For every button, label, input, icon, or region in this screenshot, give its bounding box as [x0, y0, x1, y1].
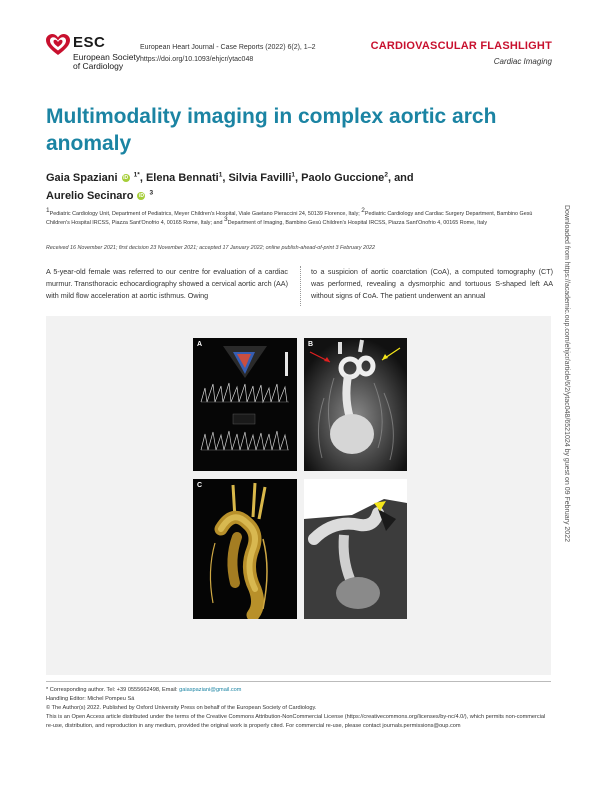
figure-panel-c [193, 479, 297, 619]
download-watermark: Downloaded from https://academic.oup.com/ehjcr/article/6/2/ytac048/6521024 by guest on 09 February 2022 [563, 205, 570, 542]
author-name: Aurelio Secinaro [46, 190, 134, 202]
doi-link[interactable]: https://doi.org/10.1093/ehjcr/ytac048 [140, 56, 254, 63]
ct-angiography-image [304, 338, 407, 471]
body-text-right: to a suspicion of aortic coarctation (CoA), a computed tomography (CT) was performed, revealing a dysmorphic and tortuous S-shaped left AA without signs of CoA. The patient underwent an annual [311, 267, 553, 300]
author-and: and [394, 172, 414, 184]
journal-citation: European Heart Journal - Case Reports (2022) 6(2), 1–2 [140, 44, 316, 51]
affiliation-1: Pediatric Cardiology Unit, Department of Pediatrics, Meyer Children's Hospital, Viale Gaetano Pieraccini 24, 50139 Florence, Italy; [49, 211, 360, 217]
esc-name-line1: European Society [73, 52, 141, 62]
copyright-line: © The Author(s) 2022. Published by Oxford University Press on behalf of the European Society of Cardiology. [46, 705, 317, 711]
author-superscript: 3 [149, 189, 154, 197]
author-superscript: 1* [133, 171, 140, 179]
author-name: Paolo Guccione [301, 172, 385, 184]
esc-heart-icon [46, 34, 70, 56]
article-title: Multimodality imaging in complex aortic arch anomaly [46, 105, 497, 155]
3d-reconstruction-image [193, 479, 297, 619]
email-link[interactable]: gaiaspaziani@gmail.com [179, 687, 242, 693]
orcid-icon[interactable]: iD [138, 193, 144, 200]
esc-name-line2: of Cardiology [73, 61, 124, 71]
affiliation-2: Pediatric Cardiology and Cardiac Surgery Department, Bambino Gesù Children's Hospital IRCSS, Piazza Sant'Onofrio 4, 00165 Rome, Italy; and [46, 211, 533, 226]
figure [46, 316, 551, 675]
author-name: Gaia Spaziani [46, 172, 118, 184]
figure-panel-a [193, 338, 297, 471]
affiliation-3: Department of Imaging, Bambino Gesù Children's Hospital IRCSS, Piazza Sant'Onofrio 4, 00165 Rome, Italy [227, 220, 488, 226]
received-dates: Received 16 November 2021; first decision 23 November 2021; accepted 17 January 2022; online publish-ahead-of-print 3 February 2022 [46, 245, 376, 251]
esc-abbreviation: ESC [73, 34, 106, 51]
author-superscript: 2 [384, 171, 388, 179]
footer-rule [46, 681, 551, 682]
license-text: This is an Open Access article distributed under the terms of the Creative Commons Attribution-NonCommercial License (https://creativecommons.org/licenses/by-nc/4.0/), which permits non-commercial re-use, distribution, and reproduction in any medium, provided the original work is properly cited. For commercial re-use, please contact journals.permissions@oup.com [46, 714, 546, 729]
panel-label-c: C [197, 482, 203, 489]
ct-volume-rendering-image [304, 479, 407, 619]
author-superscript: 1 [291, 171, 296, 179]
handling-editor: Handling Editor: Michel Pompeu Sá [46, 696, 135, 702]
figure-panel-d [304, 479, 407, 619]
echo-doppler-image [193, 338, 297, 471]
column-divider [300, 266, 301, 306]
panel-label-b: B [308, 341, 314, 348]
corresponding-author [46, 686, 551, 695]
figure-panel-b [304, 338, 407, 471]
body-text-left: A 5-year-old female was referred to our centre for evaluation of a cardiac murmur. Transthoracic echocardiography showed a cervical aortic arch (AA) with mild flow acceleration at aortic isthmus. Owing [46, 267, 288, 300]
section-label: CARDIOVASCULAR FLASHLIGHT [370, 40, 552, 52]
author-list: Gaia Spaziani iD $^{1*}$, Elena Bennati$^1$, Silvia Favilli$^1$, Paolo Guccione$^2$, and Aurelio Secinaro iD $^3$ [46, 171, 414, 202]
author-name: Elena Bennati [145, 172, 219, 184]
panel-label-d: D [308, 482, 314, 489]
panel-label-a: A [197, 341, 203, 348]
section-subtitle: Cardiac Imaging [493, 57, 552, 66]
affiliations: $^1$Pediatric Cardiology Unit, Department of Pediatrics, Meyer Children's Hospital, Viale Gaetano Pieraccini 24, 50139 Florence, Italy; $^2$Pediatric Cardiology and Cardiac Surgery Department, Bambino Gesù Children's Hospital IRCSS, Piazza Sant'Onofrio 4, 00165 Rome, Italy; and $^3$Department of Imaging, Bambino Gesù Children's Hospital IRCSS, Piazza Sant'Onofrio 4, 00165 Rome, Italy [46, 207, 533, 226]
corresponding-text: * Corresponding author. Tel: +39 0555662498, Email: [46, 687, 178, 693]
author-superscript: 1 [218, 171, 223, 179]
orcid-icon[interactable]: iD [123, 175, 129, 182]
author-name: Silvia Favilli [228, 172, 292, 184]
esc-logo [46, 32, 146, 74]
